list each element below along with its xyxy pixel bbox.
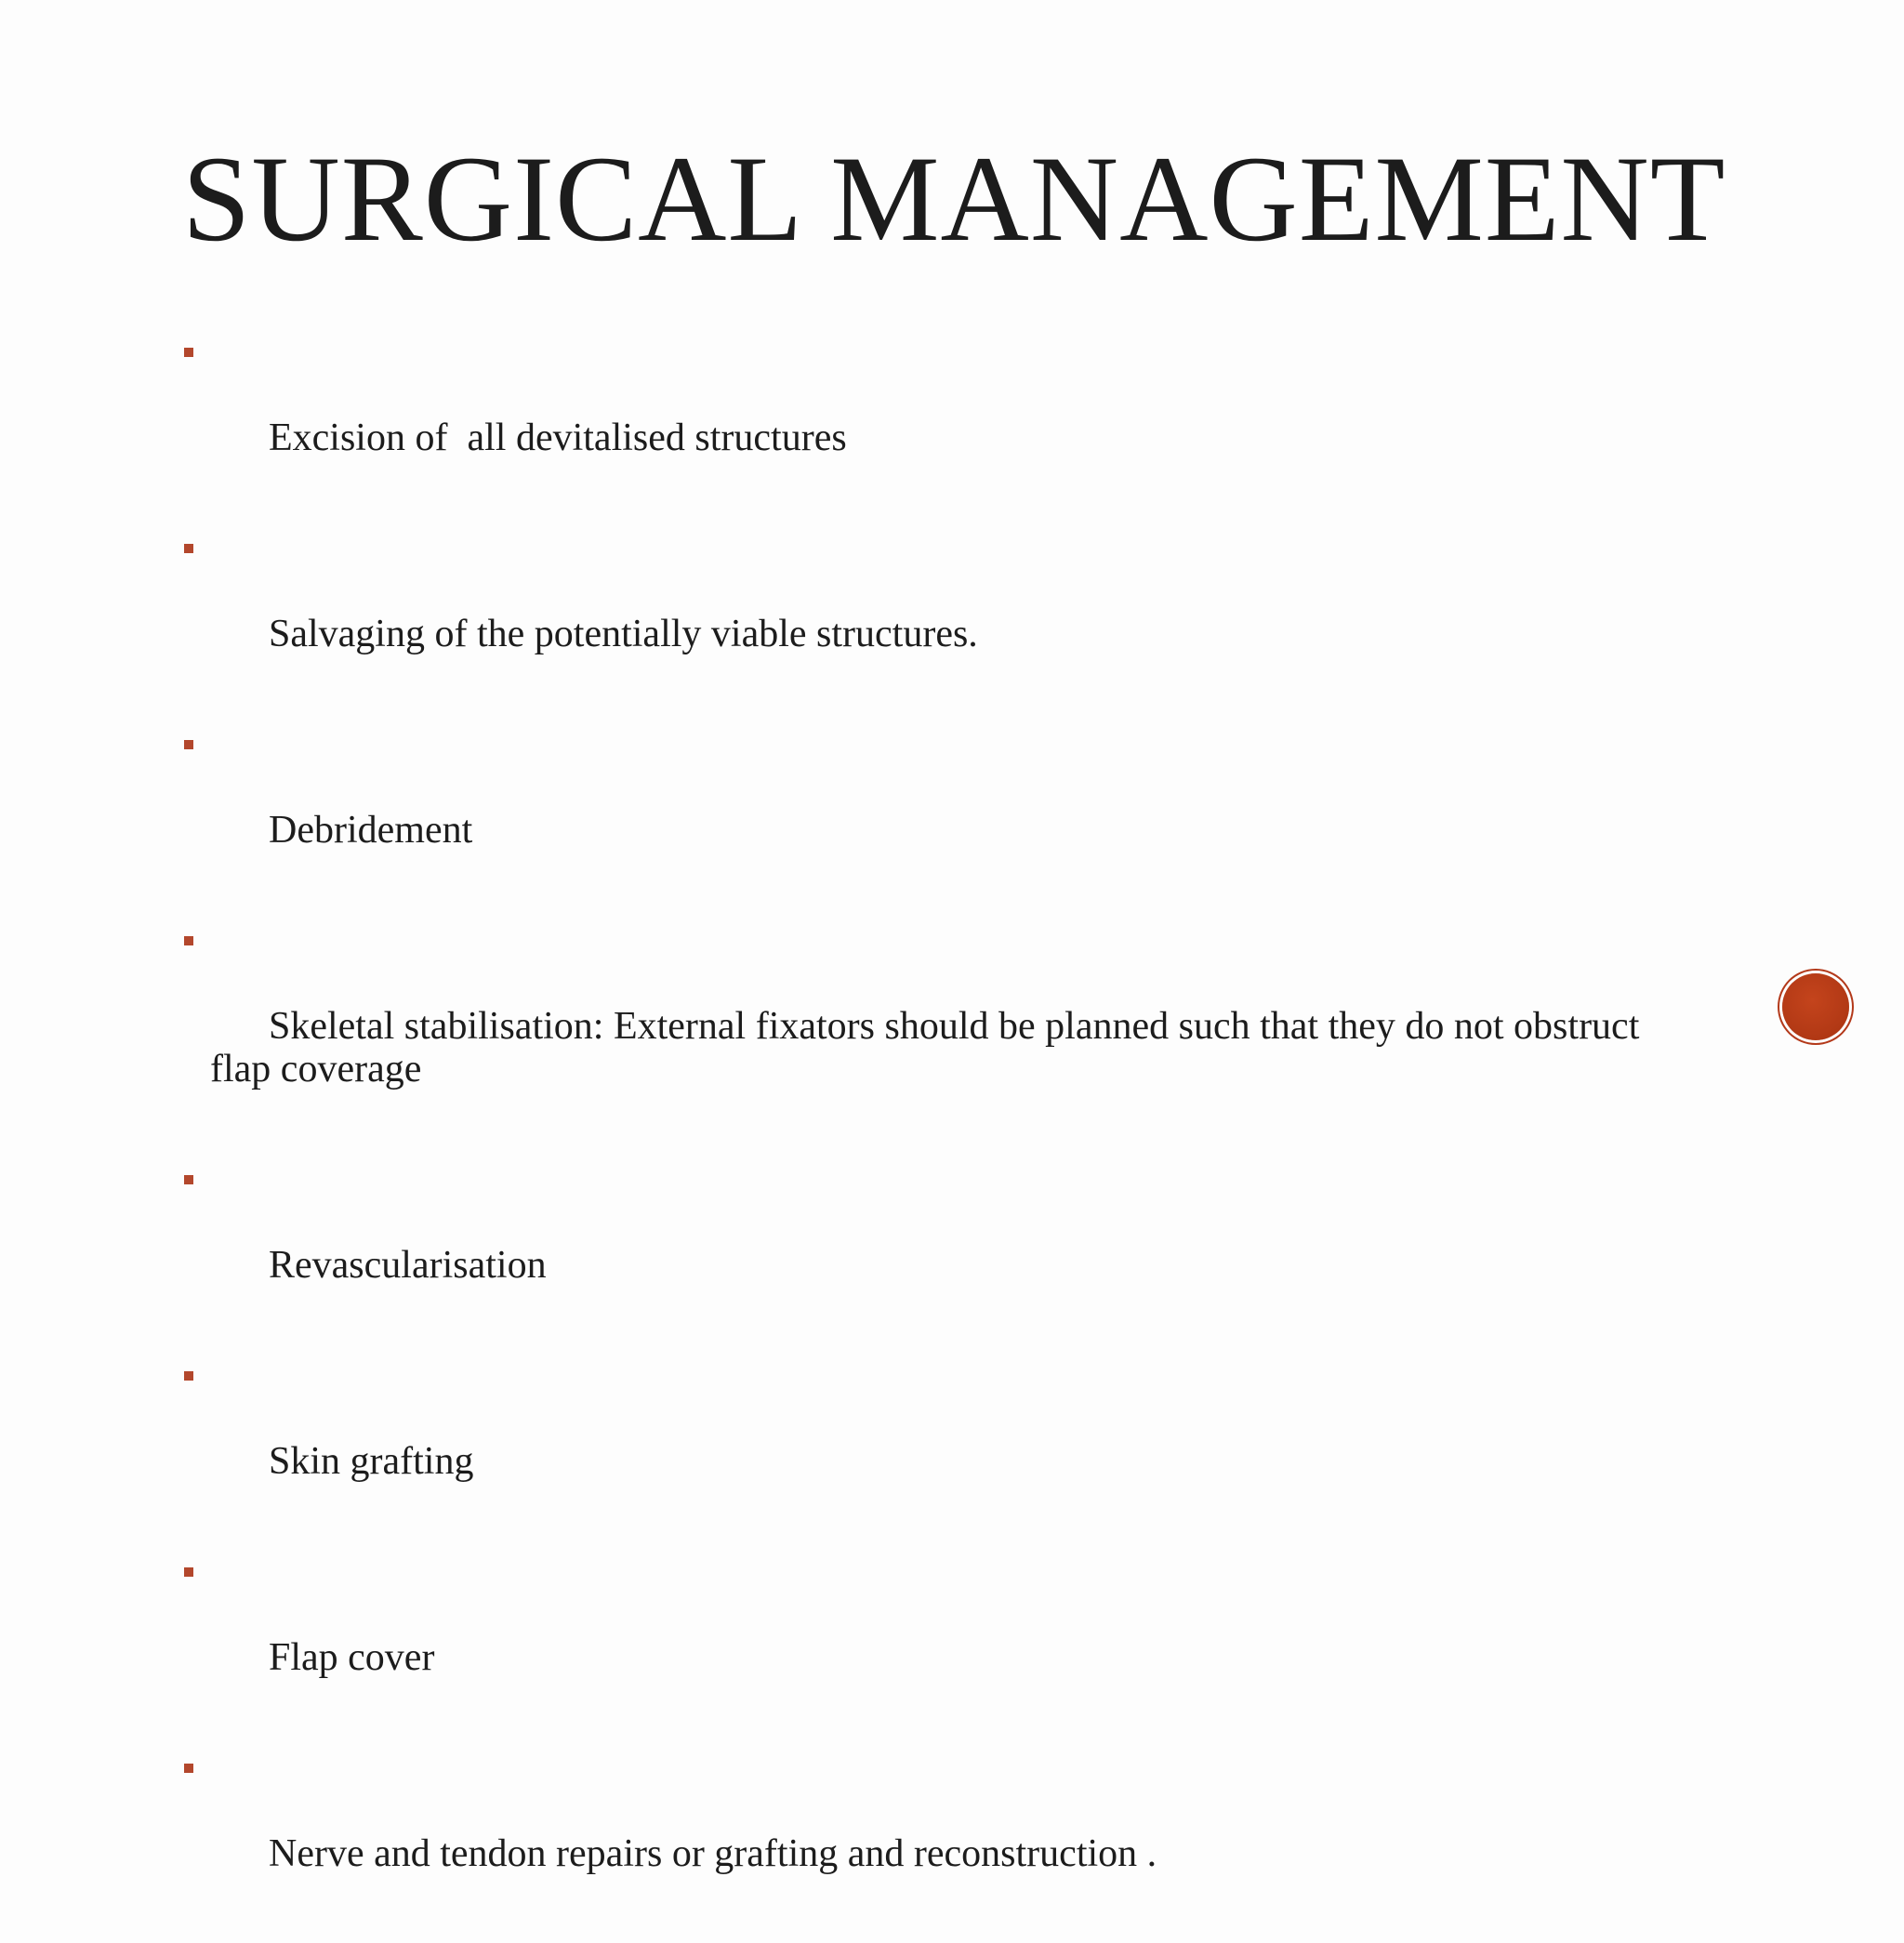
bullet-text: Debridement	[269, 809, 473, 852]
square-bullet-icon	[184, 1175, 193, 1184]
bullet-item	[182, 331, 1707, 502]
slide-nav-button[interactable]	[1782, 973, 1849, 1040]
bullet-text: Skin grafting	[269, 1440, 474, 1483]
bullet-text: Salvaging of the potentially viable structures.	[269, 613, 978, 655]
bullet-text: Excision of all devitalised structures	[269, 416, 847, 459]
square-bullet-icon	[184, 1567, 193, 1577]
square-bullet-icon	[184, 348, 193, 357]
bullet-item	[182, 919, 1707, 1133]
square-bullet-icon	[184, 1764, 193, 1773]
bullet-item	[182, 1158, 1707, 1329]
bullet-text: Flap cover	[269, 1636, 435, 1679]
bullet-item	[182, 527, 1707, 698]
square-bullet-icon	[184, 544, 193, 553]
bullet-item	[182, 1747, 1707, 1918]
square-bullet-icon	[184, 740, 193, 749]
bullet-list	[182, 331, 1707, 1943]
bullet-text: Revascularisation	[269, 1244, 547, 1287]
square-bullet-icon	[184, 936, 193, 945]
slide-title: SURGICAL MANAGEMENT	[182, 130, 1726, 267]
square-bullet-icon	[184, 1371, 193, 1381]
bullet-item	[182, 1355, 1707, 1526]
bullet-item	[182, 1551, 1707, 1722]
bullet-text: Skeletal stabilisation: External fixators should be planned such that they do not obstruct flap coverage	[210, 1005, 1649, 1090]
bullet-text: Nerve and tendon repairs or grafting and reconstruction .	[269, 1832, 1157, 1875]
bullet-item	[182, 723, 1707, 894]
